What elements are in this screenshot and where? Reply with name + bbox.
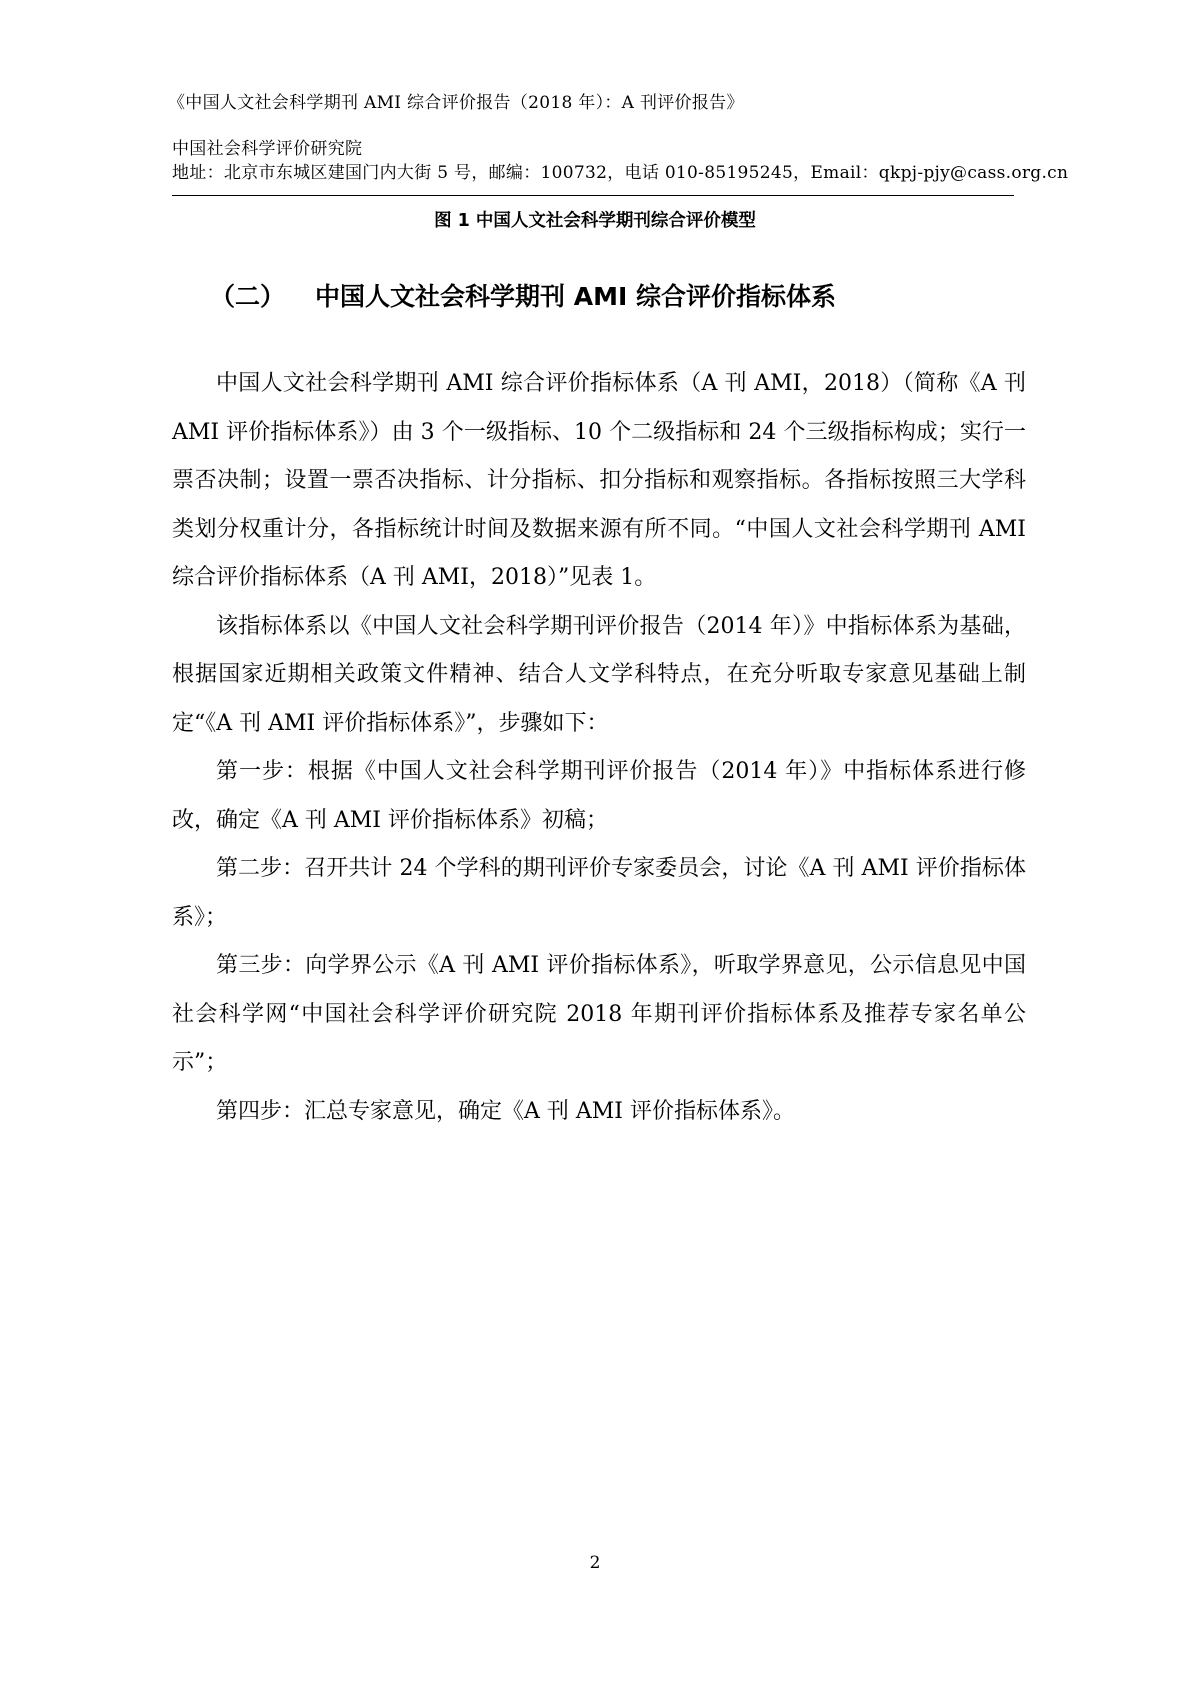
paragraph: 中国人文社会科学期刊 AMI 综合评价指标体系（A 刊 AMI，2018）（简称《A 刊 AMI 评价指标体系》）由 3 个一级指标、10 个二级指标和 24 个三级指标构成；实行一票否决制；设置一票否决指标、计分指标、扣分指标和观察指标。各指标按照三大学科类划分权重计分，各指标统计时间及数据来源有所不同。“中国人文社会科学期刊 AMI 综合评价指标体系（A 刊 AMI，2018）”见表 1。 [172, 371, 1026, 590]
report-title-header: 《中国人文社会科学期刊 AMI 综合评价报告（2018 年）：A 刊评价报告》 [168, 93, 744, 113]
page-number: 2 [589, 1553, 601, 1573]
figure-caption: 图 1 中国人文社会科学期刊综合评价模型 [434, 211, 756, 231]
body-text [172, 360, 1026, 1136]
section-title: 中国人文社会科学期刊 AMI 综合评价指标体系 [315, 282, 836, 311]
paragraph: 第二步：召开共计 24 个学科的期刊评价专家委员会，讨论《A 刊 AMI 评价指标体系》； [172, 856, 1026, 930]
header-divider [172, 195, 1014, 196]
institution-name: 中国社会科学评价研究院 [172, 139, 363, 159]
paragraph: 第一步：根据《中国人文社会科学期刊评价报告（2014 年）》中指标体系进行修改，确定《A 刊 AMI 评价指标体系》初稿； [172, 759, 1026, 833]
paragraph: 第三步：向学界公示《A 刊 AMI 评价指标体系》，听取学界意见，公示信息见中国社会科学网“中国社会科学评价研究院 2018 年期刊评价指标体系及推荐专家名单公示”； [172, 953, 1026, 1075]
paragraph: 该指标体系以《中国人文社会科学期刊评价报告（2014 年）》中指标体系为基础，根据国家近期相关政策文件精神、结合人文学科特点，在充分听取专家意见基础上制定“《A 刊 AMI 评价指标体系》”，步骤如下： [172, 613, 1026, 736]
contact-address: 地址：北京市东城区建国门内大街 5 号，邮编：100732，电话 010-85195245，Email：qkpj-pjy@cass.org.cn [172, 163, 1069, 183]
paragraph: 第四步：汇总专家意见，确定《A 刊 AMI 评价指标体系》。 [216, 1098, 795, 1124]
section-heading [210, 277, 836, 313]
section-number: （二） [210, 282, 286, 311]
